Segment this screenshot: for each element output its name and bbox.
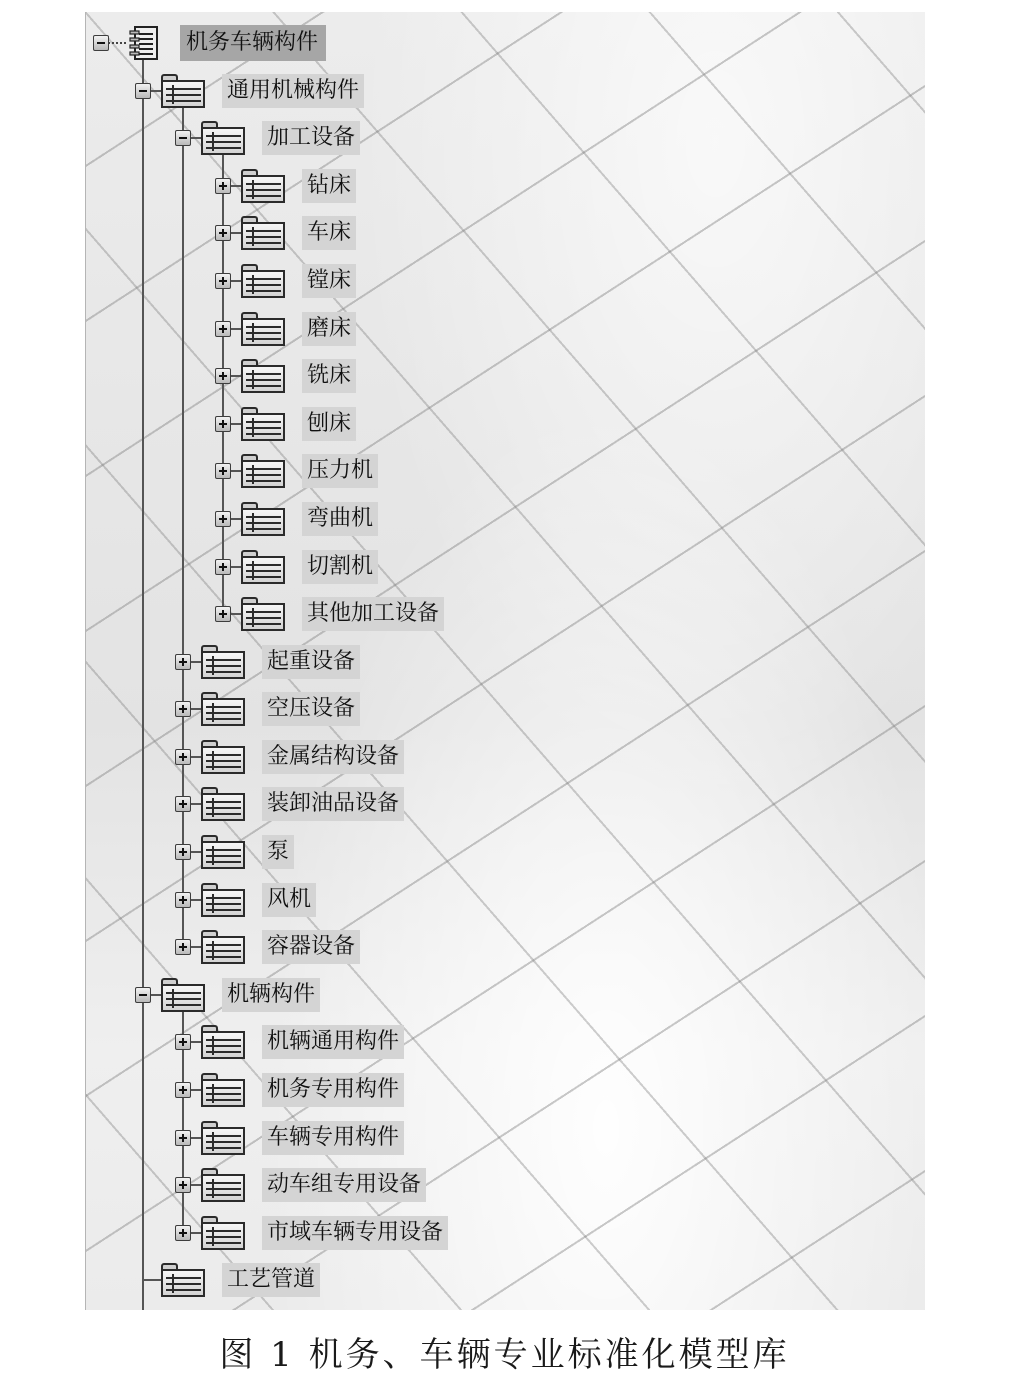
- tree-node-label[interactable]: 车辆专用构件: [262, 1121, 404, 1155]
- folder-list-icon: [201, 1121, 245, 1155]
- plus-box-icon[interactable]: [215, 178, 231, 194]
- folder-list-icon: [241, 169, 285, 203]
- plus-box-icon[interactable]: [175, 844, 191, 860]
- plus-box-icon[interactable]: [215, 511, 231, 527]
- tree-node-press[interactable]: [86, 448, 925, 496]
- tree-node-label[interactable]: 压力机: [302, 454, 378, 488]
- plus-box-icon[interactable]: [175, 796, 191, 812]
- figure-caption: 图 1 机务、车辆专业标准化模型库: [219, 1335, 790, 1375]
- tree-node-grinding-machine[interactable]: [86, 305, 925, 353]
- plus-box-icon[interactable]: [175, 1034, 191, 1050]
- tree-node-label[interactable]: 金属结构设备: [262, 740, 404, 774]
- tree-node-label[interactable]: 泵: [262, 835, 294, 869]
- tree-node-label[interactable]: 机辆通用构件: [262, 1025, 404, 1059]
- tree-node-lathe[interactable]: [86, 210, 925, 258]
- minus-box-icon[interactable]: [135, 83, 151, 99]
- tree-node-label[interactable]: 工艺管道: [222, 1263, 320, 1297]
- tree-node-metal-structure-equipment[interactable]: [86, 733, 925, 781]
- tree-list: [86, 19, 925, 1304]
- tree-node-root[interactable]: [86, 19, 925, 67]
- tree-node-label[interactable]: 刨床: [302, 407, 356, 441]
- tree-node-label[interactable]: 装卸油品设备: [262, 787, 404, 821]
- tree-node-suburban-vehicle-specific-equipment[interactable]: [86, 1209, 925, 1257]
- tree-node-emu-specific-equipment[interactable]: [86, 1161, 925, 1209]
- folder-list-icon: [241, 312, 285, 346]
- folder-list-icon: [161, 978, 205, 1012]
- tree-node-label[interactable]: 机务车辆构件: [180, 25, 326, 61]
- folder-list-icon: [241, 454, 285, 488]
- tree-node-cutting-machine[interactable]: [86, 543, 925, 591]
- plus-box-icon[interactable]: [175, 749, 191, 765]
- folder-list-icon: [201, 787, 245, 821]
- folder-list-icon: [241, 597, 285, 631]
- folder-list-icon: [201, 1073, 245, 1107]
- plus-box-icon[interactable]: [215, 416, 231, 432]
- tree-node-lifting-equipment[interactable]: [86, 638, 925, 686]
- folder-list-icon: [201, 692, 245, 726]
- folder-list-icon: [201, 1025, 245, 1059]
- plus-box-icon[interactable]: [215, 273, 231, 289]
- tree-node-general-machinery-components[interactable]: [86, 67, 925, 115]
- tree-node-label[interactable]: 容器设备: [262, 930, 360, 964]
- tree-node-label[interactable]: 镗床: [302, 264, 356, 298]
- folder-list-icon: [201, 835, 245, 869]
- plus-box-icon[interactable]: [175, 1082, 191, 1098]
- tree-node-bending-machine[interactable]: [86, 495, 925, 543]
- plus-box-icon[interactable]: [215, 225, 231, 241]
- tree-node-milling-machine[interactable]: [86, 352, 925, 400]
- plus-box-icon[interactable]: [215, 321, 231, 337]
- plus-box-icon[interactable]: [215, 463, 231, 479]
- folder-list-icon: [241, 359, 285, 393]
- plus-box-icon[interactable]: [175, 654, 191, 670]
- tree-node-planing-machine[interactable]: [86, 400, 925, 448]
- plus-box-icon[interactable]: [215, 368, 231, 384]
- plus-box-icon[interactable]: [175, 1177, 191, 1193]
- tree-node-drilling-machine[interactable]: [86, 162, 925, 210]
- folder-list-icon: [201, 1216, 245, 1250]
- folder-list-icon: [241, 264, 285, 298]
- folder-list-icon: [161, 1263, 205, 1297]
- tree-node-label[interactable]: 起重设备: [262, 645, 360, 679]
- folder-list-icon: [201, 883, 245, 917]
- plus-box-icon[interactable]: [175, 939, 191, 955]
- folder-list-icon: [201, 740, 245, 774]
- tree-node-label[interactable]: 机辆构件: [222, 978, 320, 1012]
- folder-list-icon: [241, 502, 285, 536]
- tree-view: [85, 12, 925, 1310]
- tree-node-label[interactable]: 空压设备: [262, 692, 360, 726]
- plus-box-icon[interactable]: [175, 701, 191, 717]
- tree-node-rolling-stock-common-components[interactable]: [86, 1019, 925, 1067]
- plus-box-icon[interactable]: [215, 606, 231, 622]
- tree-node-label[interactable]: 通用机械构件: [222, 74, 364, 108]
- tree-node-label[interactable]: 其他加工设备: [302, 597, 444, 631]
- minus-box-icon[interactable]: [93, 35, 109, 51]
- tree-node-fan[interactable]: [86, 876, 925, 924]
- folder-list-icon: [241, 216, 285, 250]
- tree-node-pump[interactable]: [86, 828, 925, 876]
- tree-node-vehicle-specific-components[interactable]: [86, 1114, 925, 1162]
- tree-node-label[interactable]: 切割机: [302, 550, 378, 584]
- folder-list-icon: [201, 121, 245, 155]
- folder-list-icon: [241, 550, 285, 584]
- tree-node-oil-loading-equipment[interactable]: [86, 781, 925, 829]
- tree-node-label[interactable]: 弯曲机: [302, 502, 378, 536]
- plus-box-icon[interactable]: [175, 1130, 191, 1146]
- folder-list-icon: [201, 930, 245, 964]
- tree-node-processing-equipment[interactable]: [86, 114, 925, 162]
- tree-node-label[interactable]: 钻床: [302, 169, 356, 203]
- tree-node-rolling-stock-components[interactable]: [86, 971, 925, 1019]
- folder-list-icon: [201, 645, 245, 679]
- tree-node-label[interactable]: 磨床: [302, 312, 356, 346]
- notebook-icon: [126, 25, 160, 61]
- tree-node-process-piping[interactable]: [86, 1257, 925, 1305]
- tree-node-vessel-equipment[interactable]: [86, 923, 925, 971]
- tree-node-air-compressor-equipment[interactable]: [86, 686, 925, 734]
- minus-box-icon[interactable]: [135, 987, 151, 1003]
- plus-box-icon[interactable]: [175, 1225, 191, 1241]
- tree-node-label[interactable]: 机务专用构件: [262, 1073, 404, 1107]
- folder-list-icon: [241, 407, 285, 441]
- tree-node-label[interactable]: 车床: [302, 216, 356, 250]
- tree-node-label[interactable]: 风机: [262, 883, 316, 917]
- plus-box-icon[interactable]: [215, 559, 231, 575]
- tree-node-other-processing-equipment[interactable]: [86, 590, 925, 638]
- tree-node-locomotive-specific-components[interactable]: [86, 1066, 925, 1114]
- tree-node-label[interactable]: 动车组专用设备: [262, 1168, 426, 1202]
- tree-node-label[interactable]: 加工设备: [262, 121, 360, 155]
- folder-list-icon: [161, 74, 205, 108]
- plus-box-icon[interactable]: [175, 892, 191, 908]
- tree-node-boring-machine[interactable]: [86, 257, 925, 305]
- minus-box-icon[interactable]: [175, 130, 191, 146]
- tree-node-label[interactable]: 铣床: [302, 359, 356, 393]
- tree-node-label[interactable]: 市域车辆专用设备: [262, 1216, 448, 1250]
- folder-list-icon: [201, 1168, 245, 1202]
